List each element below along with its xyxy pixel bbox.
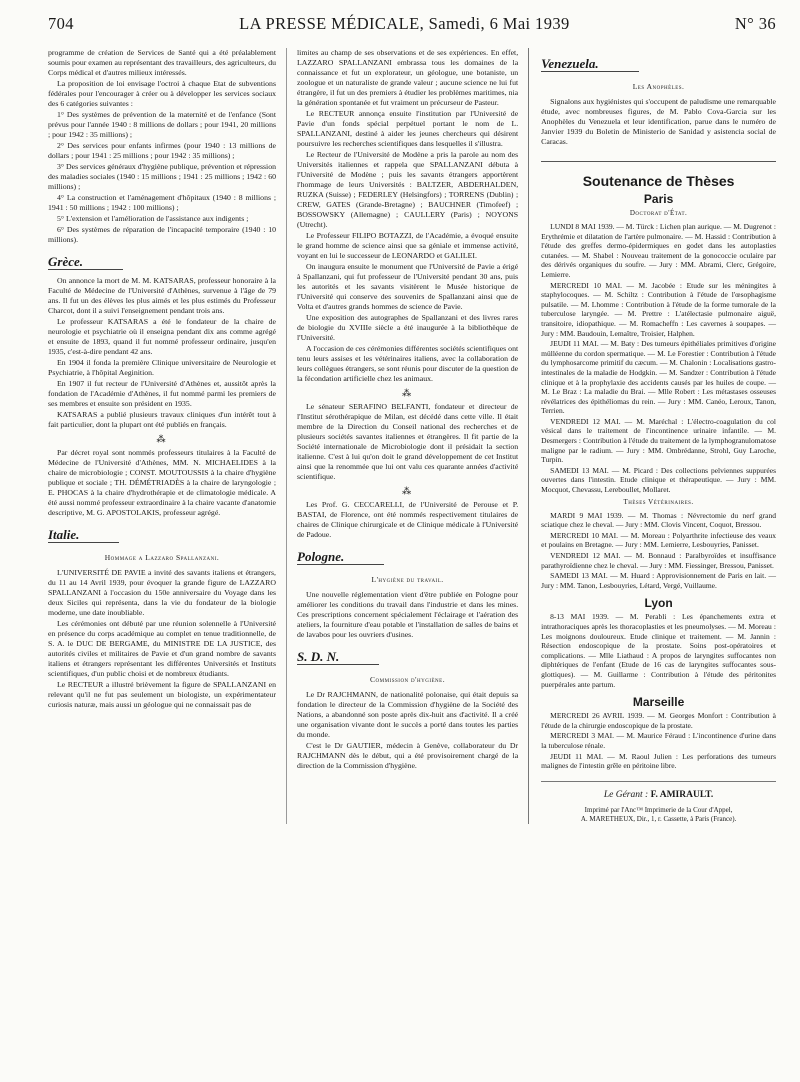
thesis-entry: VENDREDI 12 MAI. — M. Bonnaud : Paralbyroïdes et insuffisance parathyroïdienne chez le cheval. — Jury : MM. Fiessinger, Bressou, Panisset.	[541, 551, 776, 570]
page-number: 704	[48, 14, 74, 33]
paragraph: On inaugura ensuite le monument que l'Université de Pavie a érigé à Spallanzani, qui fut professeur de l'Université pendant 30 ans, puis les autorités et les savants visitèrent le Musée historique de l'Université qui conserve des souvenirs de Spallanzani ainsi que de Volta et d'autres grands hommes de science de Pavie.	[297, 262, 519, 311]
section-title-italie: Italie.	[48, 527, 119, 543]
paragraph: En 1904 il fonda la première Clinique universitaire de Neurologie et Psychiatrie, à l'hôpital Aeginition.	[48, 358, 276, 377]
thesis-entry: MERCREDI 3 MAI. — M. Maurice Féraud : L'incontinence d'urine dans la tuberculose rénale.	[541, 731, 776, 750]
subheading: Thèses Vétérinaires.	[623, 497, 694, 506]
issue-number: N° 36	[734, 14, 776, 33]
paragraph: Par décret royal sont nommés professeurs titulaires à la Faculté de Médecine de l'Université d'Athènes, MM. N. MICHAELIDES à la chaire de microbiologie ; CONST. MOUTOUSSIS à la chaire d'hygiène publique et sociale ; TH. DÉMÉTRIADÈS à la chaire de laryngologie ; E. PHOCAS à la chaire d'hydrothérapie et de climatologie médicale. A été aussi nommé professeur extraordinaire à la chaire vacante d'anatomie descriptive, M. G. APOSTOLAKIS, professeur agrégé.	[48, 448, 276, 517]
theses-title: Soutenance de Thèses	[541, 161, 776, 186]
city-heading-lyon: Lyon	[644, 596, 673, 611]
column-1	[48, 48, 276, 824]
list-item: 6° Des systèmes de réparation de l'incapacité temporaire (1940 : 10 millions).	[48, 225, 276, 244]
section-separator: ⁂	[402, 388, 414, 398]
paragraph: L'UNIVERSITÉ DE PAVIE a invité des savants italiens et étrangers, du 11 au 14 Avril 1939, pour évoquer la grande figure de LAZZARO SPALLANZANI à l'occasion du 150e anniversaire du Voyage dans les deux Siciles qui représenta, dans la vie du fondateur de la biologie moderne, une date inoubliable.	[48, 568, 276, 617]
section-separator: ⁂	[402, 486, 414, 496]
paragraph: limites au champ de ses observations et de ses expériences. En effet, LAZZARO SPALLANZANI embrassa tous les domaines de la connaissance et fut un explorateur, un géologue, une botaniste, un zoologue et un naturaliste de grande valeur ; aucune science ne lui fut étrangère, il fut un des premiers à étudier les problèmes maritimes, nia la génération spontanée et fut vraiment un précurseur de Pasteur.	[297, 48, 519, 107]
columns	[48, 48, 776, 824]
city-heading-paris: Paris	[643, 192, 674, 206]
subheading: Les Anophèles.	[632, 82, 685, 91]
thesis-entry: SAMEDI 13 MAI. — M. Huard : Approvisionnement de Paris en lait. — Jury : MM. Tanon, Lesbouyries, Létard, Vergé, Vuillaume.	[541, 571, 776, 590]
paragraph: Les Prof. G. CECCARELLI, de l'Université de Perouse et P. BASTAI, de Florence, ont été nommés respectivement titulaires de chaires de Clinique chirurgicale et de Clinique médicale à l'Université de Padoue.	[297, 500, 519, 539]
paragraph: Le Professeur FILIPO BOTAZZI, de l'Académie, a évoqué ensuite le grand homme de science ainsi que sa géniale et immense activité, voyant en lui le successeur de LEONARDO et GALILEI.	[297, 231, 519, 260]
section-title-grece: Grèce.	[48, 254, 123, 270]
thesis-entry: 8-13 MAI 1939. — M. Perabli : Les épanchements extra et intrathoraciques après les thoracoplasties et les pneumolyses. — M. Moreau : Les moignons douloureux. Etude clinique et traitement. — M. Jannin : Résection endoscopique de la prostate. Soins post-opératoires et complications. — Mlle Liathaud : A propos de laryngites suffocantes non diphtériques de l'enfant (Etude de 16 cas de laryngites suffocantes sous-glottiques). — M. Guillarme : Contribution à l'étude des péritonites puerpérales ante partum.	[541, 612, 776, 689]
paragraph: Le sénateur SERAFINO BELFANTI, fondateur et directeur de l'Institut sérothérapique de Milan, est décédé dans cette ville. Il était membre de la Direction du Conseil national des recherches et de plusieurs sociétés savantes italiennes et étrangères. Il fit partie de la Société internationale de Microbiologie dont il présidait la section italienne. C'est à lui qu'on doit le grand développement de cet Institut ainsi que la renommée que lui ont valu ces quarante années d'activité scientifique.	[297, 402, 519, 481]
list-item: 5° L'extension et l'amélioration de l'assistance aux indigents ;	[57, 214, 249, 223]
paragraph: Le RECTEUR annonça ensuite l'institution par l'Université de Pavie d'un fonds spécial perpétuel portant le nom de L. SPALLANZANI, destiné à aider les jeunes chercheurs qui désirent poursuivre les recherches scientifiques dans lesquelles il s'illustra.	[297, 109, 519, 148]
section-title-venezuela: Venezuela.	[541, 56, 638, 72]
list-item: 1° Des systèmes de prévention de la maternité et de l'enfance (Sont prévus pour l'année 1940 : 8 millions de dollars ; pour 1941, 20 millions ; pour 1942 : 35 millions) ;	[48, 110, 276, 139]
gerant-label: Le Gérant :	[603, 789, 649, 800]
subheading: L'hygiène du travail.	[371, 575, 444, 584]
paragraph: Les cérémonies ont débuté par une réunion solennelle à l'Université en présence du corps académique au complet en tenue traditionnelle, de S. A. le DUC DE BERGAME, du MINISTRE DE LA JUSTICE, des autorités civiles et militaires de Pavie et d'un grand nombre de savants italiens et étrangers représentant les différentes Universités et Instituts scientifiques, d'un public choisi et de nombreux étudiants.	[48, 619, 276, 678]
section-title-sdn: S. D. N.	[297, 649, 379, 665]
page-header	[48, 14, 776, 38]
thesis-entry: VENDREDI 12 MAI. — M. Maréchal : L'électro-coagulation du col vésical dans le traitement de l'incontinence urinaire infantile. — M. Desmergers : Contribution à l'étude du traitement de la lymphogranulomatose maligne par le radium. — Jury : MM. Ombrédanne, Strohl, Guy Laroche, Turpin.	[541, 416, 776, 465]
paragraph: La proposition de loi envisage l'octroi à chaque Etat de subventions fédérales pour l'encourager à créer ou à développer les services sociaux des 6 catégories suivantes :	[48, 79, 276, 108]
thesis-entry: MARDI 9 MAI 1939. — M. Thomas : Névrectomie du nerf grand sciatique chez le cheval. — Jury : MM. Clovis Vincent, Coquot, Bressou.	[541, 510, 776, 530]
gerant-name: F. AMIRAULT.	[650, 789, 714, 800]
paragraph: Une exposition des autographes de Spallanzani et des livres rares de biologie du XVIIIe siècle a été inaugurée à la bibliothèque de l'Université.	[297, 313, 519, 342]
imprint-line: Imprimé par l'Anc™ Imprimerie de la Cour d'Appel,	[584, 805, 733, 814]
gerant-line	[541, 781, 776, 800]
thesis-entry: SAMEDI 13 MAI. — M. Picard : Des collections pelviennes suppurées ouvertes dans l'intestin. Etude clinique et thérapeutique. — Jury : MM. Mocquot, Chevassu, Lereboullet, Mollaret.	[541, 465, 776, 495]
thesis-entry: JEUDI 11 MAI. — M. Raoul Julien : Les perforations des tumeurs malignes de l'intestin grêle en péritoine libre.	[541, 751, 776, 771]
section-title-pologne: Pologne.	[297, 549, 384, 565]
paragraph: programme de création de Services de Santé qui a été préalablement soumis pour examen au représentant des travailleurs, des agriculteurs, du Corps médical et d'autres milieux intéressés.	[48, 48, 276, 77]
thesis-entry: MERCREDI 10 MAI. — M. Moreau : Polyarthrite infectieuse des veaux et poulains en Bretagne. — Jury : MM. Lemierre, Lesbouyries, Panisset.	[541, 530, 776, 550]
paragraph: Signalons aux hygiénistes qui s'occupent de paludisme une remarquable étude, avec nombreuses figures, de M. Pablo Cova-Garcia sur les Anophèles du Venezuela et leur identification, parue dans le numéro de Janvier 1939 du Boletin de Ministerio de Sanidad y asistencia social de Caracas.	[541, 97, 776, 146]
city-heading-marseille: Marseille	[632, 695, 685, 710]
paragraph: Le professeur KATSARAS a été le fondateur de la chaire de neurologie et psychiatrie où il enseigna pendant dix ans comme agrégé et ensuite de 1893, quand il fut nommé professeur ordinaire, jusqu'en 1935, c'est-à-dire pendant 42 ans.	[48, 317, 276, 356]
column-2	[286, 48, 518, 824]
imprint-line: A. MARETHEUX, Dir., 1, r. Cassette, à Paris (France).	[580, 814, 737, 823]
paragraph: Le Recteur de l'Université de Modène a pris la parole au nom des Universités italiennes et rappela que SPALLANZANI débuta à l'Université de Modène ; puis les savants étrangers apportèrent l'hommage de leurs Universités : BALTZER, ABDERHALDEN, RUZKA (Suisse) ; FEDERLEY (Helsingfors) ; TORRENS (Dublin) ; CREW, GATES (Grande-Bretagne) ; BAUCHNER (Timofeef) ; BOSSOWSKY (Allemagne) ; CAULLERY (Paris) ; NOYONS (Utrecht).	[297, 150, 519, 229]
list-item: 3° Des services généraux d'hygiène publique, prévention et répression des maladies sociales (1940 : 15 millions ; 1941 : 25 millions ; 1942 : 60 millions) ;	[48, 162, 276, 191]
subheading: Doctorat d'État.	[629, 209, 688, 217]
section-separator: ⁂	[156, 434, 168, 444]
paragraph: En 1907 il fut recteur de l'Université d'Athènes et, aussitôt après la fondation de l'Académie d'Athènes, il fut nommé parmi les premiers de ses membres et ensuite son président en 1935.	[48, 379, 276, 408]
thesis-entry: MERCREDI 10 MAI. — M. Jacobée : Etude sur les méningites à staphylocoques. — M. Schiltz : Contribution à l'étude de l'œsophagisme pulsatile. — M. Lhomme : Contribution à l'étude de la forme tumorale de la tuberculose laryngée. — M. Prettre : L'atélectasie pulmonaire aiguë, transitoire, idiopathique. — M. Romacheffn : Les cavernes à soupapes. — Jury : MM. Baudouin, Lemaître, Troisier, Halphen.	[541, 280, 776, 338]
imprint	[541, 806, 776, 824]
paragraph: Le RECTEUR a illustré brièvement la figure de SPALLANZANI en relevant qu'il ne fut pas seulement un biologiste, un expérimentateur curiosis naturæ, mais aussi un géologue qui ne connaissait pas de	[48, 680, 276, 709]
paragraph: On annonce la mort de M. M. KATSARAS, professeur honoraire à la Faculté de Médecine de l'Université d'Athènes, survenue à l'âge de 79 ans. Il fut un des élèves les plus aimés et les plus estimés du Professeur Charcot, dont il a suivi l'enseignement pendant trois ans.	[48, 276, 276, 315]
paragraph: Une nouvelle réglementation vient d'être publiée en Pologne pour améliorer les conditions du travail dans l'industrie et dans les mines. Ces prescriptions concernent spécialement l'éclairage et l'aération des ateliers, la fourniture d'eau potable et l'installation de salles de bains et de lavabos pour les ouvriers d'usines.	[297, 590, 519, 639]
thesis-entry: JEUDI 11 MAI. — M. Baty : Des tumeurs épithéliales primitives d'origine mülléenne du cordon spermatique. — M. Le Forestier : Contribution à l'étude du lymphosarcome primitif du cæcum. — M. Chalonin : Localisations gastro-intestinales de la maladie de Hodgkin. — M. Sandzer : Contribution à l'étude clinique et à la prophylaxie des accidents causés par les huiles de coupe. — M. Le Braz : La maladie du Brai. — Mlle Robert : Les métastases osseuses révélatrices des épithéliomas du rein. — Jury : MM. Canéo, Leroux, Tanon, Terrien.	[541, 339, 776, 416]
paragraph: KATSARAS a publié plusieurs travaux cliniques d'un intérêt tout à fait particulier, dont la plupart ont été publiés en français.	[48, 410, 276, 429]
paragraph: C'est le Dr GAUTIER, médecin à Genève, collaborateur du Dr RAJCHMANN dès le début, qui a été provisoirement chargé de la direction de la Commission d'hygiène.	[297, 741, 519, 770]
thesis-entry: MERCREDI 26 AVRIL 1939. — M. Georges Monfort : Contribution à l'étude de la chirurgie endoscopique de la prostate.	[541, 711, 776, 730]
paragraph: A l'occasion de ces cérémonies différentes sociétés scientifiques ont tenu leurs assises et les vétérinaires italiens, avec la collaboration de leurs collègues étrangers, se sont réunis pour discuter de la question de la fécondation artificielle chez les animaux.	[297, 344, 519, 383]
subheading: Commission d'hygiène.	[370, 675, 446, 684]
journal-title: LA PRESSE MÉDICALE, Samedi, 6 Mai 1939	[239, 14, 570, 33]
list-item: 4° La construction et l'aménagement d'hôpitaux (1940 : 8 millions ; 1941 : 50 millions ; 1942 : 100 millions) ;	[48, 193, 276, 212]
subheading: Hommage a Lazzaro Spallanzani.	[104, 553, 220, 562]
thesis-entry: LUNDI 8 MAI 1939. — M. Türck : Lichen plan aurique. — M. Dugrenot : Erythrémie et dilatation de l'artère pulmonaire. — M. Hassid : Contribution à l'étude des greffes dermo-épidermiques en godet dans les autoplasties cutanées. — M. Shabel : Nouveau traitement de la gonococcie oculaire par des dérivés organiques du soufre. — Jury : MM. Abrami, Clerc, Grégoire, Lemierre.	[541, 222, 776, 279]
list-item: 2° Des services pour enfants infirmes (pour 1940 : 13 millions de dollars ; pour 1941 : 25 millions ; pour 1942 : 35 millions) ;	[48, 141, 276, 160]
paragraph: Le Dr RAJCHMANN, de nationalité polonaise, qui était depuis sa fondation le directeur de la Commission d'hygiène de la Société des Nations, a abandonné son poste après dix-huit ans d'activité. Il a créé une organisation vivante dont le succès a porté dans toutes les parties du monde.	[297, 690, 519, 739]
column-3	[528, 48, 776, 824]
